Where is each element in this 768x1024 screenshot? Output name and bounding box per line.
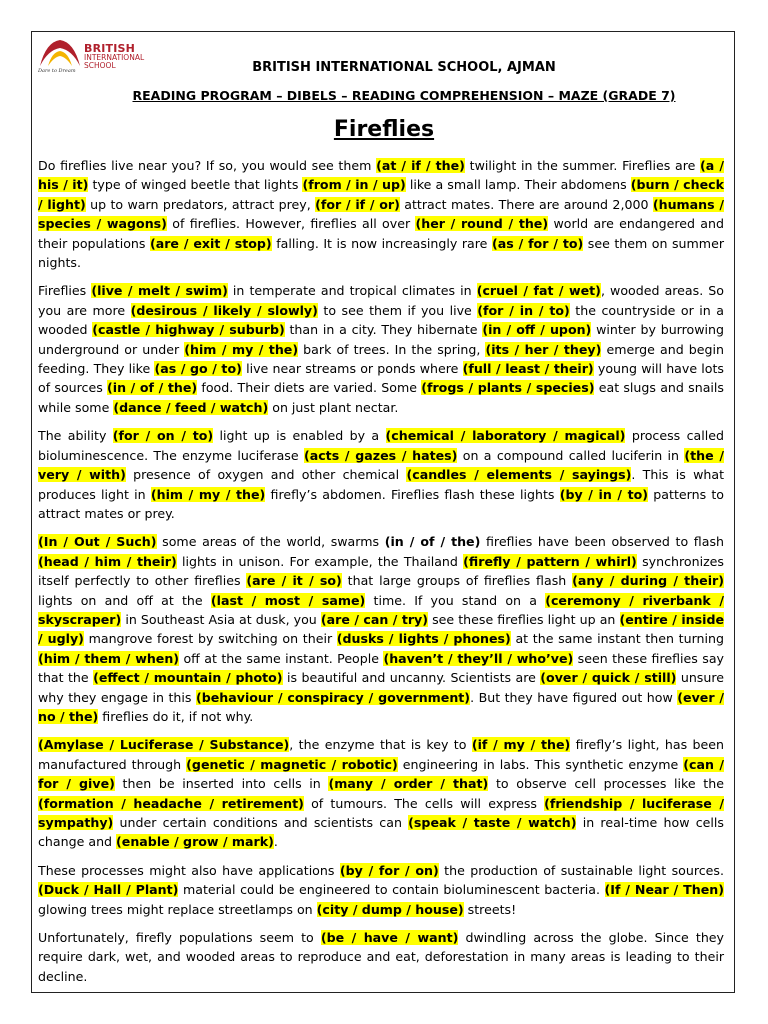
passage-text: in temperate and tropical climates in <box>227 283 477 299</box>
maze-choice[interactable]: (enable / grow / mark) <box>116 834 274 850</box>
maze-choice[interactable]: (Amylase / Luciferase / Substance) <box>38 737 290 753</box>
passage-text: . But they have figured out how <box>470 689 678 705</box>
maze-choice[interactable]: (desirous / likely / slowly) <box>130 302 318 318</box>
passage-text: light up is enabled by a <box>213 428 386 444</box>
maze-choice[interactable]: (full / least / their) <box>462 361 594 377</box>
passage-text: type of winged beetle that lights <box>88 177 303 193</box>
passage-text: up to warn predators, attract prey, <box>85 196 316 212</box>
passage-text: off at the same instant. People <box>179 650 384 666</box>
paragraph-4 <box>38 532 724 726</box>
passage-text: falling. It is now increasingly rare <box>271 235 492 251</box>
passage-text: fireflies have been observed to flash <box>480 534 725 550</box>
maze-choice[interactable]: (effect / mountain / photo) <box>93 670 283 686</box>
maze-choice[interactable]: (behaviour / conspiracy / government) <box>195 689 471 705</box>
school-name: BRITISH INTERNATIONAL SCHOOL, AJMAN <box>252 60 556 75</box>
maze-choice[interactable]: (If / Near / Then) <box>604 882 724 898</box>
passage-text: dwindling across the globe. Since they require dark, wet, and wooded areas to reproduce and eat, deforestation in many areas is leading to their decline. <box>38 930 724 984</box>
passage-text: unsure why they engage in this <box>38 670 724 705</box>
passage-text: that large groups of fireflies flash <box>341 573 573 589</box>
maze-choice[interactable]: (can / for / give) <box>38 756 724 792</box>
maze-choice[interactable]: (Duck / Hall / Plant) <box>38 882 179 898</box>
passage-text: is beautiful and uncanny. Scientists are <box>282 670 541 686</box>
logo-line2-text: INTERNATIONAL <box>84 53 145 62</box>
maze-choice[interactable]: (entire / inside / ugly) <box>38 611 725 647</box>
maze-choice[interactable]: (burn / check / light) <box>38 177 724 212</box>
passage-text: attract mates. There are around 2,000 <box>399 196 653 212</box>
program-heading: READING PROGRAM – DIBELS – READING COMPREHENSION – MAZE (GRADE 7) <box>132 88 676 103</box>
maze-choice[interactable]: (ceremony / riverbank / skyscraper) <box>38 592 724 627</box>
maze-choice[interactable]: (in / of / the) <box>107 380 198 396</box>
passage-text: food. Their diets are varied. Some <box>197 380 422 396</box>
maze-choice[interactable]: (many / order / that) <box>328 776 489 792</box>
maze-choice[interactable]: (him / my / the) <box>150 486 266 502</box>
paragraph-6 <box>38 861 724 919</box>
maze-choice[interactable]: (its / her / they) <box>485 341 602 357</box>
maze-choice[interactable]: (for / in / to) <box>477 302 570 318</box>
maze-choice[interactable]: (him / my / the) <box>184 341 299 357</box>
maze-choice[interactable]: (In / Out / Such) <box>38 534 157 550</box>
passage-text: than in a city. They hibernate <box>284 322 483 338</box>
maze-choice[interactable]: (over / quick / still) <box>540 670 677 686</box>
maze-choice[interactable]: (city / dump / house) <box>316 901 464 917</box>
passage-text: , wooded areas. So you are more <box>38 283 724 318</box>
passage-text: winter by burrowing underground or under <box>38 322 725 357</box>
passage-text: under certain conditions and scientists can <box>113 815 409 830</box>
reading-passage <box>38 156 724 995</box>
maze-choice[interactable]: (are / can / try) <box>320 611 429 627</box>
maze-choice[interactable]: (from / in / up) <box>302 177 406 193</box>
passage-text: , the enzyme that is key to <box>289 737 472 753</box>
maze-choice[interactable]: (are / exit / stop) <box>149 235 272 251</box>
maze-choice[interactable]: (if / my / the) <box>471 737 571 753</box>
passage-text: lights on and off at the <box>38 592 211 608</box>
passage-text: material could be engineered to contain bioluminescent bacteria. <box>178 882 605 898</box>
maze-choice[interactable]: (acts / gazes / hates) <box>303 447 458 463</box>
passage-text: . <box>273 834 278 850</box>
paragraph-5 <box>38 735 724 851</box>
passage-text: some areas of the world, swarms <box>156 534 385 550</box>
passage-text: young will have lots of sources <box>38 361 724 396</box>
maze-choice[interactable]: (castle / highway / suburb) <box>92 322 285 338</box>
maze-choice[interactable]: (any / during / their) <box>572 573 724 589</box>
maze-choice-unhighlighted: (in / of / the) <box>384 534 481 550</box>
page-title: Fireflies <box>333 117 435 142</box>
maze-choice[interactable]: (live / melt / swim) <box>91 283 228 299</box>
passage-text: firefly’s abdomen. Fireflies flash these lights <box>265 486 560 502</box>
passage-text: process called bioluminescence. The enzyme luciferase <box>38 428 724 463</box>
passage-text: on a compound called luciferin in <box>457 447 685 463</box>
passage-text: see them on summer nights. <box>38 235 724 271</box>
maze-choice[interactable]: (as / go / to) <box>154 361 242 377</box>
passage-text: Unfortunately, firefly populations seem to <box>38 930 321 946</box>
logo-line1: BRITISH <box>84 42 136 55</box>
passage-text: see these fireflies light up an <box>428 611 620 627</box>
maze-choice[interactable]: (speak / taste / watch) <box>408 815 577 830</box>
paragraph-3 <box>38 426 724 523</box>
passage-text: to see them if you live <box>317 302 478 318</box>
maze-choice[interactable]: (friendship / luciferase / sympathy) <box>38 795 724 830</box>
passage-text: on just plant nectar. <box>268 399 399 415</box>
maze-choice[interactable]: (the / very / with) <box>38 447 724 483</box>
passage-text: like a small lamp. Their abdomens <box>405 177 631 193</box>
maze-choice[interactable]: (dance / feed / watch) <box>113 399 269 415</box>
maze-choice[interactable]: (ever / no / the) <box>38 689 724 724</box>
passage-text: eat slugs and snails while some <box>38 380 724 415</box>
passage-text: in real-time how cells change and <box>38 815 724 850</box>
passage-text: patterns to attract mates or prey. <box>38 486 724 521</box>
paragraph-2 <box>38 281 724 417</box>
logo-tagline: Dare to Dream <box>38 68 76 74</box>
passage-text: of fireflies. However, fireflies all over <box>166 216 416 232</box>
passage-text: bark of trees. In the spring, <box>298 341 486 357</box>
maze-choice[interactable]: (as / for / to) <box>491 235 584 251</box>
maze-choice[interactable]: (dusks / lights / phones) <box>336 631 511 647</box>
maze-choice[interactable]: (in / off / upon) <box>482 322 592 338</box>
maze-choice[interactable]: (haven’t / they’ll / who’ve) <box>383 650 574 666</box>
passage-text: seen these fireflies say that the <box>38 650 724 686</box>
passage-text: The ability <box>38 428 113 444</box>
passage-text: Fireflies <box>38 283 92 299</box>
passage-text: Do fireflies live near you? If so, you would see them <box>38 158 377 173</box>
maze-choice[interactable]: (cruel / fat / wet) <box>476 283 601 299</box>
maze-choice[interactable]: (candles / elements / sayings) <box>406 467 632 483</box>
passage-text: lights in unison. For example, the Thailand <box>176 553 464 569</box>
maze-choice[interactable]: (are / it / so) <box>246 573 342 589</box>
maze-choice[interactable]: (her / round / the) <box>415 216 549 232</box>
logo-line3-text: SCHOOL <box>84 61 116 70</box>
passage-text: glowing trees might replace streetlamps on <box>38 901 317 917</box>
passage-text: to observe cell processes like the <box>488 776 724 792</box>
passage-text: streets! <box>463 901 517 917</box>
maze-choice[interactable]: (chemical / laboratory / magical) <box>385 428 626 444</box>
maze-choice[interactable]: (him / them / when) <box>38 650 180 666</box>
passage-text: fireflies do it, if not why. <box>98 708 254 724</box>
maze-choice[interactable]: (for / if / or) <box>315 196 400 212</box>
maze-choice[interactable]: (a / his / it) <box>38 158 724 193</box>
passage-text: engineering in labs. This synthetic enzyme <box>397 756 684 772</box>
passage-text: synchronizes itself perfectly to other fireflies <box>38 553 724 589</box>
maze-choice[interactable]: (by / in / to) <box>559 486 649 502</box>
passage-text: presence of oxygen and other chemical <box>125 467 407 483</box>
passage-text: twilight in the summer. Fireflies are <box>464 158 701 173</box>
maze-choice[interactable]: (by / for / on) <box>339 862 439 878</box>
passage-text: firefly’s light, has been manufactured through <box>38 737 724 772</box>
passage-text: world are endangered and their populations <box>38 216 724 251</box>
maze-choice[interactable]: (formation / headache / retirement) <box>38 795 304 811</box>
passage-text: emerge and begin feeding. They like <box>38 341 724 377</box>
maze-choice[interactable]: (for / on / to) <box>112 428 214 444</box>
passage-text: at the same instant then turning <box>510 631 724 647</box>
passage-text: . This is what produces light in <box>38 467 725 502</box>
passage-text: of tumours. The cells will express <box>303 795 545 811</box>
passage-text: the countryside or in a wooded <box>38 302 725 338</box>
maze-choice[interactable]: (firefly / pattern / whirl) <box>463 553 637 569</box>
passage-text: the production of sustainable light sources. <box>438 862 724 878</box>
maze-choice[interactable]: (at / if / the) <box>376 158 465 173</box>
passage-text: These processes might also have applications <box>38 862 340 878</box>
passage-text: in Southeast Asia at dusk, you <box>121 611 321 627</box>
maze-choice[interactable]: (head / him / their) <box>38 553 177 569</box>
maze-choice[interactable]: (be / have / want) <box>320 930 459 946</box>
passage-text: mangrove forest by switching on their <box>83 631 337 647</box>
paragraph-1 <box>38 156 724 272</box>
passage-text: then be inserted into cells in <box>114 776 329 792</box>
maze-choice[interactable]: (frogs / plants / species) <box>421 380 595 396</box>
passage-text: time. If you stand on a <box>365 592 546 608</box>
maze-choice[interactable]: (humans / species / wagons) <box>38 196 724 232</box>
passage-text: live near streams or ponds where <box>241 361 463 377</box>
maze-choice[interactable]: (last / most / same) <box>210 592 366 608</box>
paragraph-7 <box>38 928 724 986</box>
maze-choice[interactable]: (genetic / magnetic / robotic) <box>186 756 398 772</box>
